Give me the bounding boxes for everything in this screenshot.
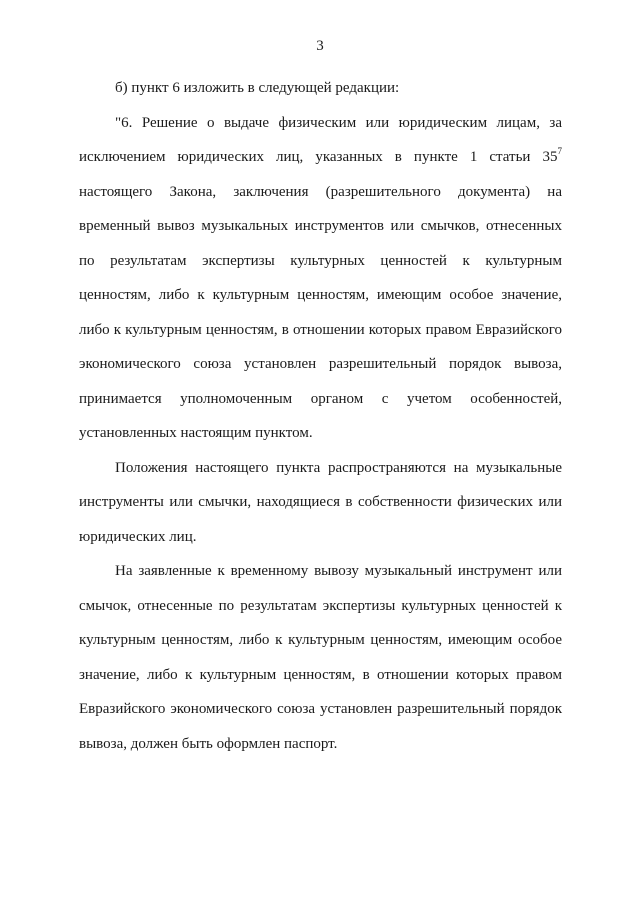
article-superscript: 7 (557, 146, 562, 156)
paragraph-intro-text: б) пункт 6 изложить в следующей редакции: (115, 80, 400, 96)
paragraph-passport (79, 554, 562, 761)
paragraph-scope-text: Положения настоящего пункта распространяются на музыкальные инструменты или смычки, находящиеся в собственности физических или юридических лиц. (79, 459, 562, 545)
paragraph-passport-text: На заявленные к временному вывозу музыкальный инструмент или смычок, отнесенные по результатам экспертизы культурных ценностей к культурным ценностям, либо к культурным ценностям, имеющим особое значение, либо к культурным ценностям, в отношении которых правом Евразийского экономического союза установлен разрешительный порядок вывоза, должен быть оформлен паспорт. (79, 563, 562, 752)
paragraph-item-6 (79, 106, 562, 451)
paragraph-scope (79, 451, 562, 555)
document-body (79, 71, 562, 761)
paragraph-item-6-text-after: настоящего Закона, заключения (разрешительного документа) на временный вывоз музыкальных инструментов или смычков, отнесенных по результатам экспертизы культурных ценностей к культурным ценностям, либо к культурным ценностям, имеющим особое значение, либо к культурным ценностям, в отношении которых правом Евразийского экономического союза установлен разрешительный порядок вывоза, принимается уполномоченным органом с учетом особенностей, установленных настоящим пунктом. (79, 183, 562, 441)
page-number: 3 (316, 38, 324, 54)
paragraph-intro (79, 71, 562, 106)
paragraph-item-6-text-before: "6. Решение о выдаче физическим или юридическим лицам, за исключением юридических лиц, указанных в пункте 1 статьи 35 (79, 114, 562, 165)
